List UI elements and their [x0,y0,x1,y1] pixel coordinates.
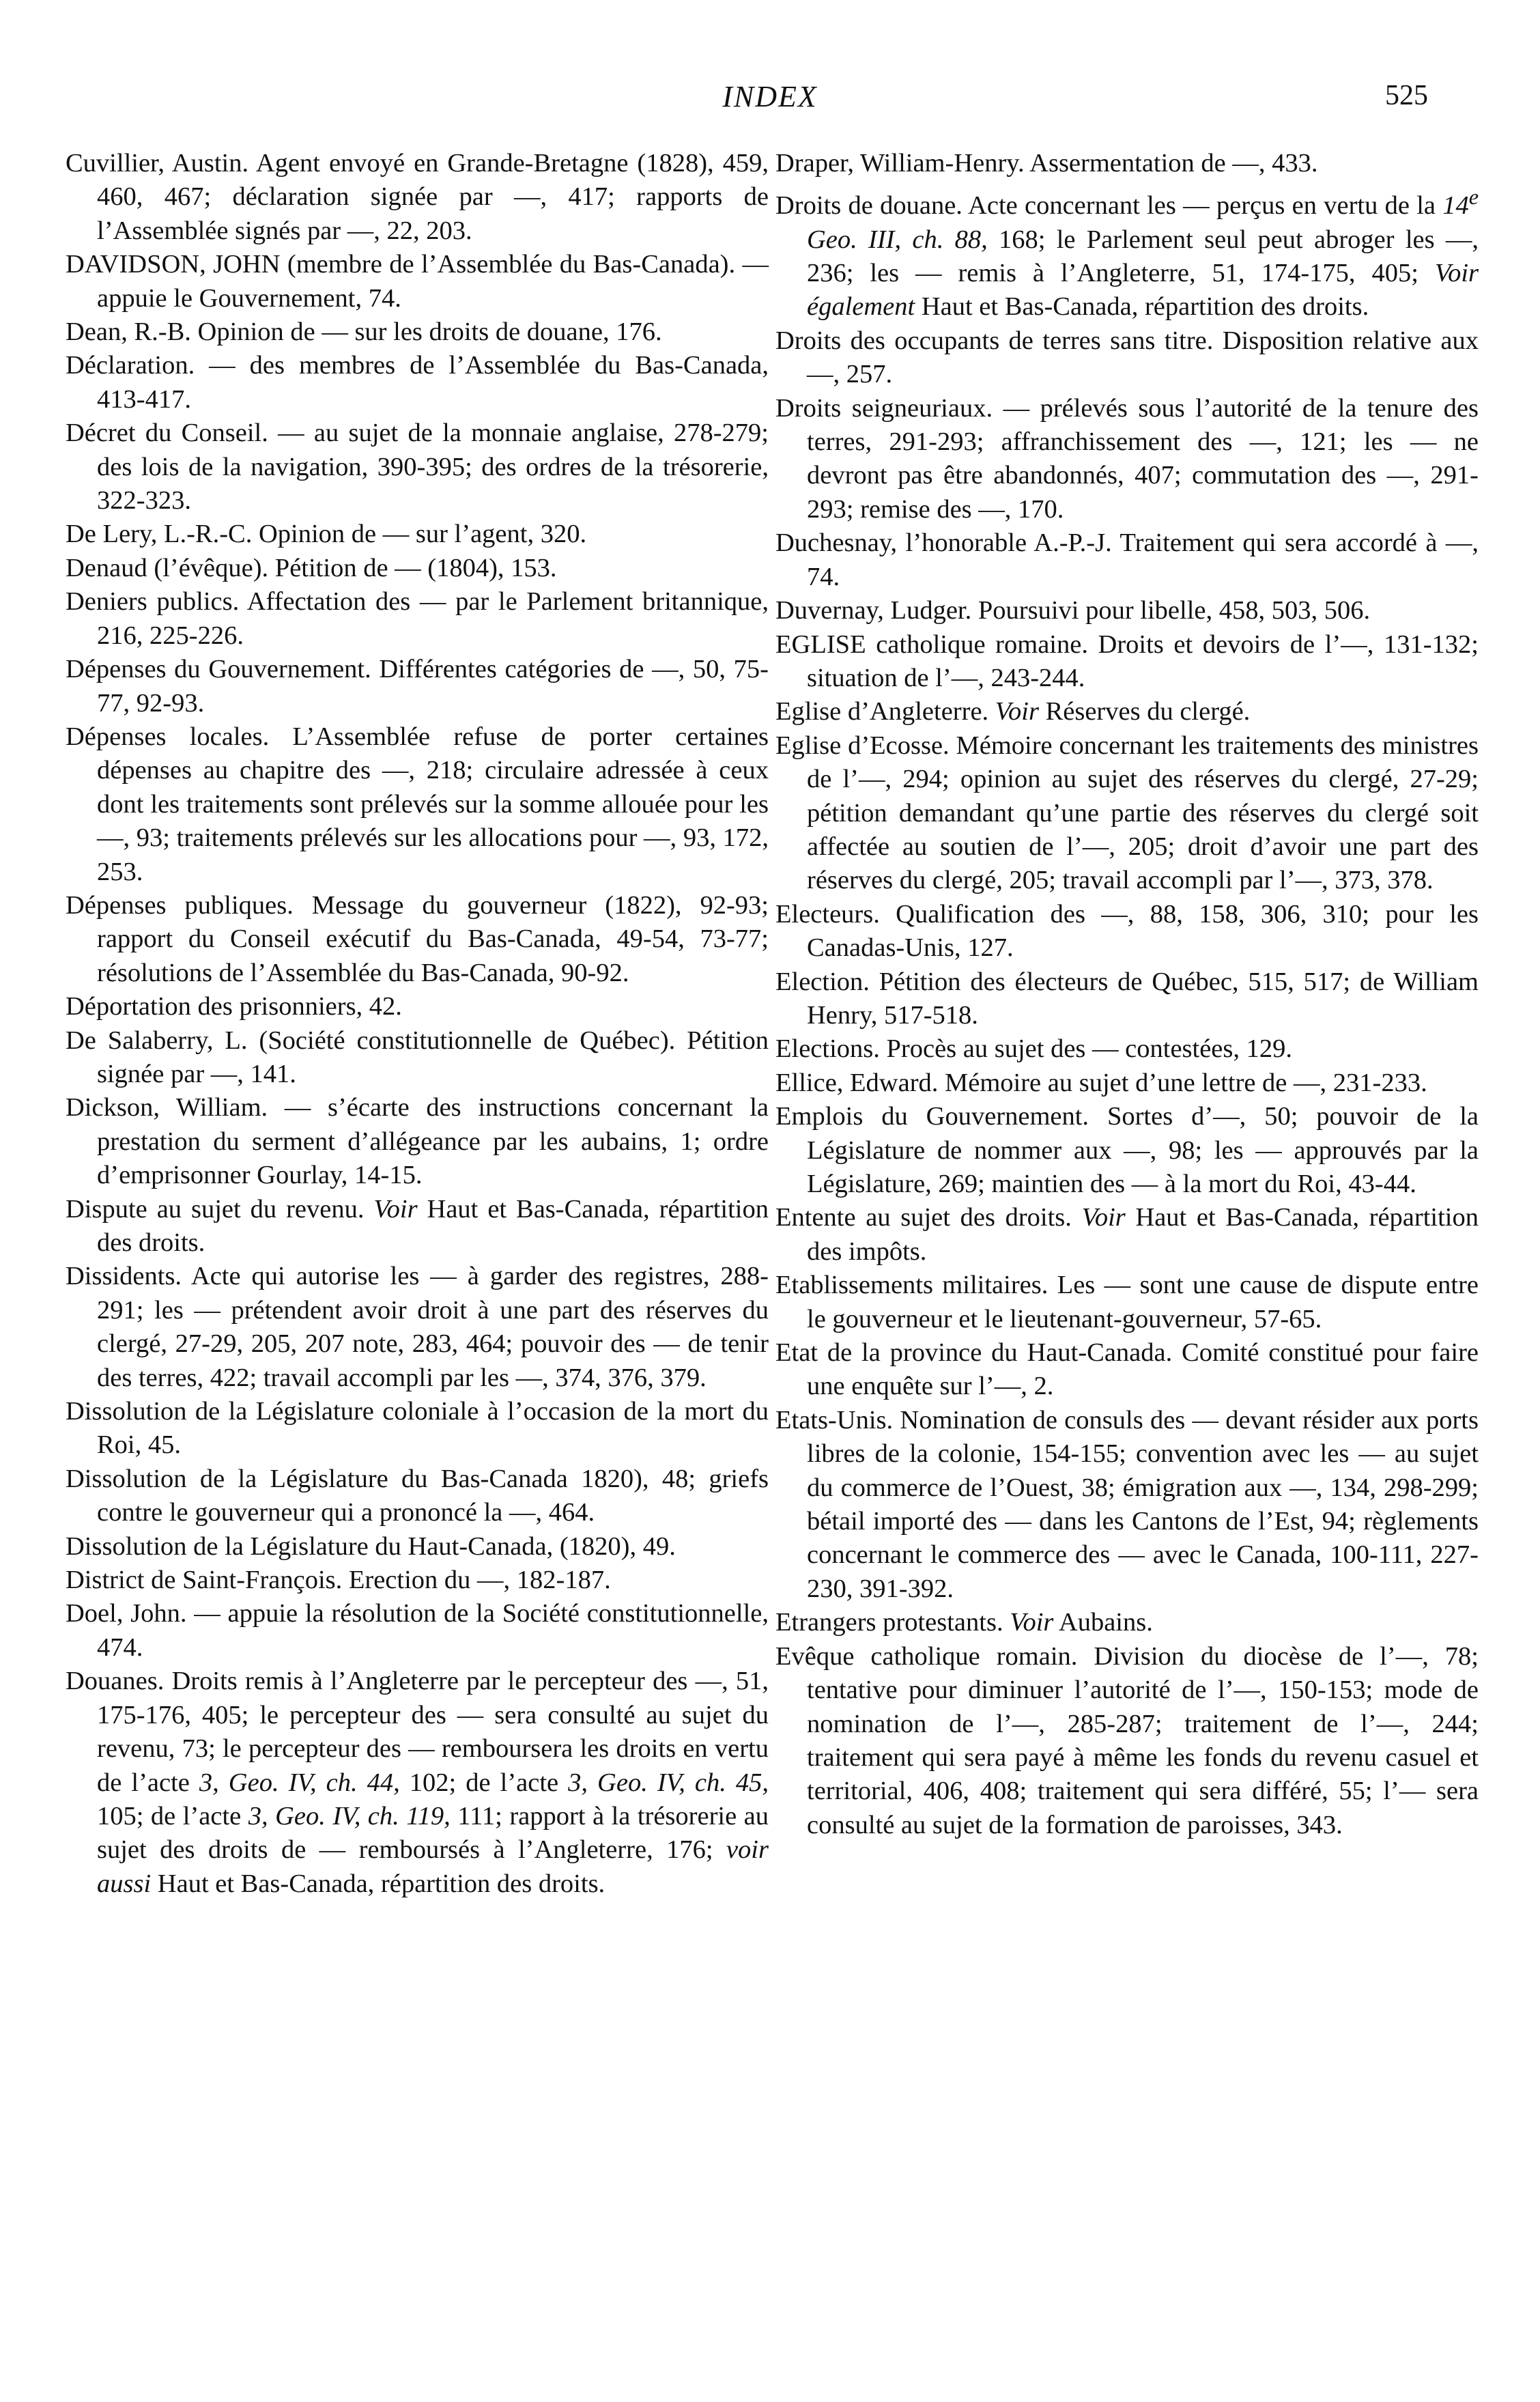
index-entry: Douanes. Droits remis à l’Angleterre par le percepteur des —, 51, 175-176, 405; le percepteur des — sera consulté au sujet du revenu, 73; le percepteur des — remboursera les droits en vertu de l’acte 3, Geo. IV, ch. 44, 102; de l’acte 3, Geo. IV, ch. 45, 105; de l’acte 3, Geo. IV, ch. 119, 111; rapport à la trésorerie au sujet des droits de — remboursés à l’Angleterre, 176; voir aussi Haut et Bas-Canada, répartition des droits. [66,1667,769,1898]
index-entry: Droits des occupants de terres sans titre. Disposition relative aux —, 257. [775,326,1479,389]
index-entry: Etrangers protestants. Voir Aubains. [775,1608,1153,1637]
index-entry: Dissolution de la Législature du Haut-Canada, (1820), 49. [66,1531,676,1561]
index-entry: Dispute au sujet du revenu. Voir Haut et Bas-Canada, répartition des droits. [66,1194,769,1257]
index-entry: Dépenses locales. L’Assemblée refuse de porter certaines dépenses au chapitre des —, 218; circulaire adressée à ceux dont les traitements sont prélevés sur la somme allouée pour les —, 93; traitements prélevés sur les allocations pour —, 93, 172, 253. [66,722,769,886]
index-column-right [775,147,1479,1842]
index-entry: Duvernay, Ludger. Poursuivi pour libelle, 458, 503, 506. [775,596,1371,625]
index-entry: De Lery, L.-R.-C. Opinion de — sur l’agent, 320. [66,520,587,549]
index-entry: District de Saint-François. Erection du —, 182-187. [66,1566,611,1595]
index-entry: Evêque catholique romain. Division du diocèse de l’—, 78; tentative pour diminuer l’autorité de l’—, 150-153; mode de nomination de l’—, 285-287; traitement de l’—, 244; traitement qui sera payé à même les fonds du revenu casuel et territorial, 406, 408; traitement qui sera différé, 55; l’— sera consulté au sujet de la formation de paroisses, 343. [775,1641,1479,1839]
index-entry: Electeurs. Qualification des —, 88, 158, 306, 310; pour les Canadas-Unis, 127. [775,899,1479,963]
index-entry: Dépenses du Gouvernement. Différentes catégories de —, 50, 75-77, 92-93. [66,655,769,718]
index-entry: Eglise d’Ecosse. Mémoire concernant les traitements des ministres de l’—, 294; opinion au sujet des réserves du clergé, 27-29; pétition demandant qu’une partie des réserves du clergé soit affectée au soutien de l’—, 205; droit d’avoir une part des réserves du clergé, 205; travail accompli par l’—, 373, 378. [775,731,1479,895]
index-entry: Décret du Conseil. — au sujet de la monnaie anglaise, 278-279; des lois de la navigation, 390-395; des ordres de la trésorerie, 322-323. [66,419,769,515]
index-entry: DAVIDSON, JOHN (membre de l’Assemblée du Bas-Canada). — appuie le Gouvernement, 74. [66,250,769,313]
index-entry: Emplois du Gouvernement. Sortes d’—, 50; pouvoir de la Législature de nommer aux —, 98; les — approuvés par la Législature, 269; maintien des — à la mort du Roi, 43-44. [775,1102,1479,1199]
index-entry: Duchesnay, l’honorable A.-P.-J. Traitement qui sera accordé à —, 74. [775,528,1479,591]
index-entry: Etats-Unis. Nomination de consuls des — devant résider aux ports libres de la colonie, 154-155; convention avec les — au sujet du commerce de l’Ouest, 38; émigration aux —, 134, 298-299; bétail importé des — dans les Cantons de l’Est, 94; règlements concernant le commerce des — avec le Canada, 100-111, 227-230, 391-392. [775,1405,1479,1603]
index-entry: Cuvillier, Austin. Agent envoyé en Grande-Bretagne (1828), 459, 460, 467; déclaration signée par —, 417; rapports de l’Assemblée signés par —, 22, 203. [66,149,769,245]
index-column-left [66,147,769,1901]
index-entry: Dissolution de la Législature coloniale à l’occasion de la mort du Roi, 45. [66,1397,769,1460]
index-entry: Deniers publics. Affectation des — par le Parlement britannique, 216, 225-226. [66,587,769,650]
index-entry: Doel, John. — appuie la résolution de la Société constitutionnelle, 474. [66,1599,769,1662]
index-entry: Election. Pétition des électeurs de Québec, 515, 517; de William Henry, 517-518. [775,967,1479,1030]
index-entry: Eglise d’Angleterre. Voir Réserves du clergé. [775,697,1251,726]
index-entry: Dissolution de la Législature du Bas-Canada 1820), 48; griefs contre le gouverneur qui a prononcé la —, 464. [66,1464,769,1527]
page-number: 525 [1385,80,1428,111]
index-entry: Draper, William-Henry. Assermentation de —, 433. [775,149,1318,178]
index-entry: Dissidents. Acte qui autorise les — à garder des registres, 288-291; les — prétendent avoir droit à une part des réserves du clergé, 27-29, 205, 207 note, 283, 464; pouvoir des — de tenir des terres, 422; travail accompli par les —, 374, 376, 379. [66,1262,769,1392]
index-entry: De Salaberry, L. (Société constitutionnelle de Québec). Pétition signée par —, 141. [66,1026,769,1088]
index-entry: Ellice, Edward. Mémoire au sujet d’une lettre de —, 231-233. [775,1068,1427,1097]
index-entry: Dickson, William. — s’écarte des instructions concernant la prestation du serment d’allégeance par les aubains, 1; ordre d’emprisonner Gourlay, 14-15. [66,1093,769,1190]
running-title: INDEX [722,80,818,113]
index-entry: Dépenses publiques. Message du gouverneur (1822), 92-93; rapport du Conseil exécutif du Bas-Canada, 49-54, 73-77; résolutions de l’Assemblée du Bas-Canada, 90-92. [66,890,769,987]
page-header [0,79,1540,120]
index-entry: EGLISE catholique romaine. Droits et devoirs de l’—, 131-132; situation de l’—, 243-244. [775,630,1479,692]
index-entry: Entente au sujet des droits. Voir Haut et Bas-Canada, répartition des impôts. [775,1203,1479,1266]
index-entry: Déportation des prisonniers, 42. [66,992,402,1021]
index-entry: Elections. Procès au sujet des — contestées, 129. [775,1034,1292,1064]
index-entry: Etat de la province du Haut-Canada. Comité constitué pour faire une enquête sur l’—, 2. [775,1338,1479,1401]
index-entry: Etablissements militaires. Les — sont une cause de dispute entre le gouverneur et le lieutenant-gouverneur, 57-65. [775,1271,1479,1333]
index-entry: Droits de douane. Acte concernant les — perçus en vertu de la 14e Geo. III, ch. 88, 168; le Parlement seul peut abroger les —, 236; les — remis à l’Angleterre, 51, 174-175, 405; Voir également Haut et Bas-Canada, répartition des droits. [775,184,1479,322]
index-entry: Déclaration. — des membres de l’Assemblée du Bas-Canada, 413-417. [66,351,769,414]
index-entry: Denaud (l’évêque). Pétition de — (1804), 153. [66,553,557,582]
index-entry: Dean, R.-B. Opinion de — sur les droits de douane, 176. [66,317,662,347]
index-entry: Droits seigneuriaux. — prélevés sous l’autorité de la tenure des terres, 291-293; affranchissement des —, 121; les — ne devront pas être abandonnés, 407; commutation des —, 291-293; remise des —, 170. [775,393,1479,524]
